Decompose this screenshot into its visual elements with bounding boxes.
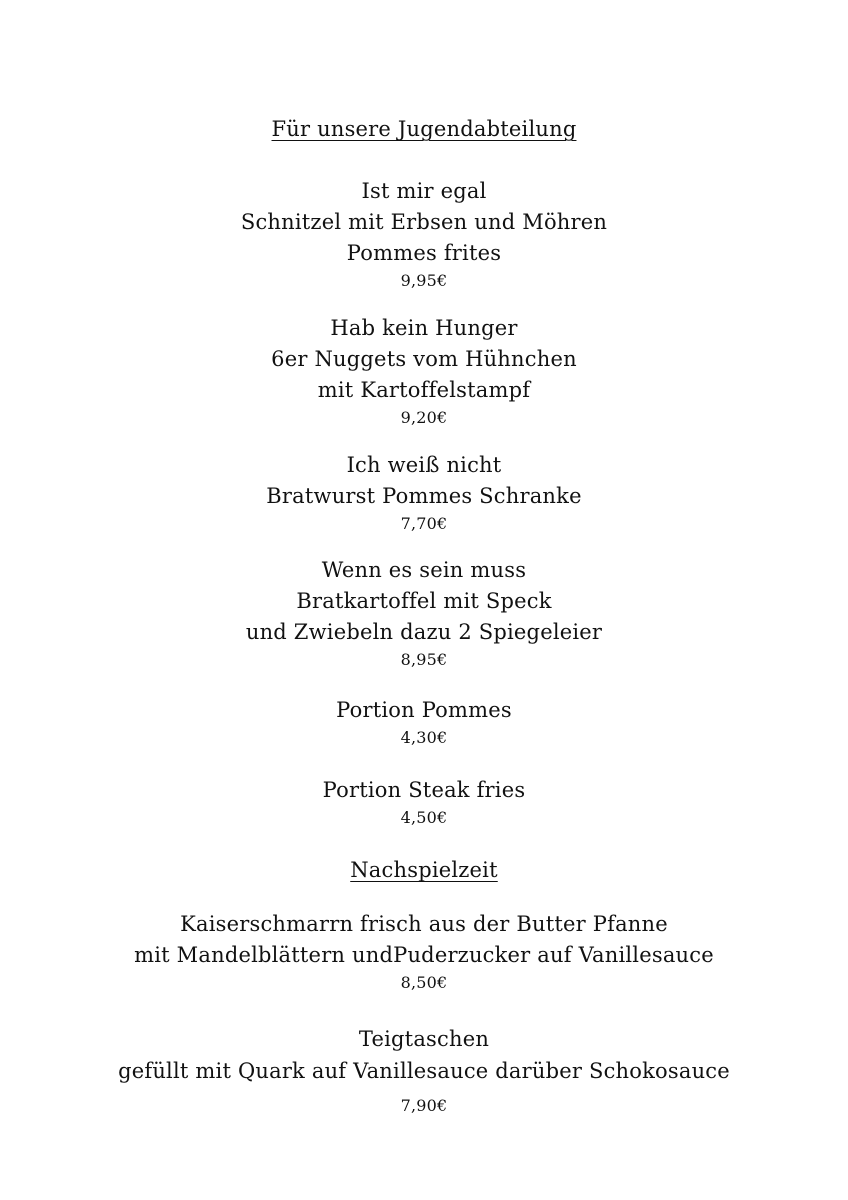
item-title: Wenn es sein muss xyxy=(321,558,527,582)
item-price: 4,30€ xyxy=(400,728,448,747)
item-price: 7,70€ xyxy=(400,514,448,533)
item-price: 8,50€ xyxy=(400,973,448,992)
item-description: Schnitzel mit Erbsen und Möhren xyxy=(240,210,608,234)
item-title: Teigtaschen xyxy=(358,1027,490,1051)
item-description: gefüllt mit Quark auf Vanillesauce darüber Schokosauce xyxy=(118,1059,730,1083)
item-description: Bratkartoffel mit Speck xyxy=(296,589,552,613)
item-title: Hab kein Hunger xyxy=(330,316,518,340)
item-price: 8,95€ xyxy=(400,650,448,669)
item-description: Bratwurst Pommes Schranke xyxy=(266,484,582,508)
item-title: Portion Pommes xyxy=(336,698,512,722)
item-description: mit Mandelblättern undPuderzucker auf Vanillesauce xyxy=(134,943,714,967)
item-title: Kaiserschmarrn frisch aus der Butter Pfanne xyxy=(180,912,668,936)
section-heading-dessert: Nachspielzeit xyxy=(350,858,498,882)
item-price: 4,50€ xyxy=(400,808,448,827)
item-title: Ich weiß nicht xyxy=(346,453,502,477)
section-heading-youth: Für unsere Jugendabteilung xyxy=(271,117,577,141)
item-description: 6er Nuggets vom Hühnchen xyxy=(271,347,577,371)
item-price: 7,90€ xyxy=(400,1096,448,1115)
item-title: Portion Steak fries xyxy=(322,778,526,802)
item-description: Pommes frites xyxy=(346,241,502,265)
item-title: Ist mir egal xyxy=(361,179,487,203)
item-description: mit Kartoffelstampf xyxy=(317,378,531,402)
item-description: und Zwiebeln dazu 2 Spiegeleier xyxy=(245,620,603,644)
item-price: 9,20€ xyxy=(400,408,448,427)
item-price: 9,95€ xyxy=(400,271,448,290)
